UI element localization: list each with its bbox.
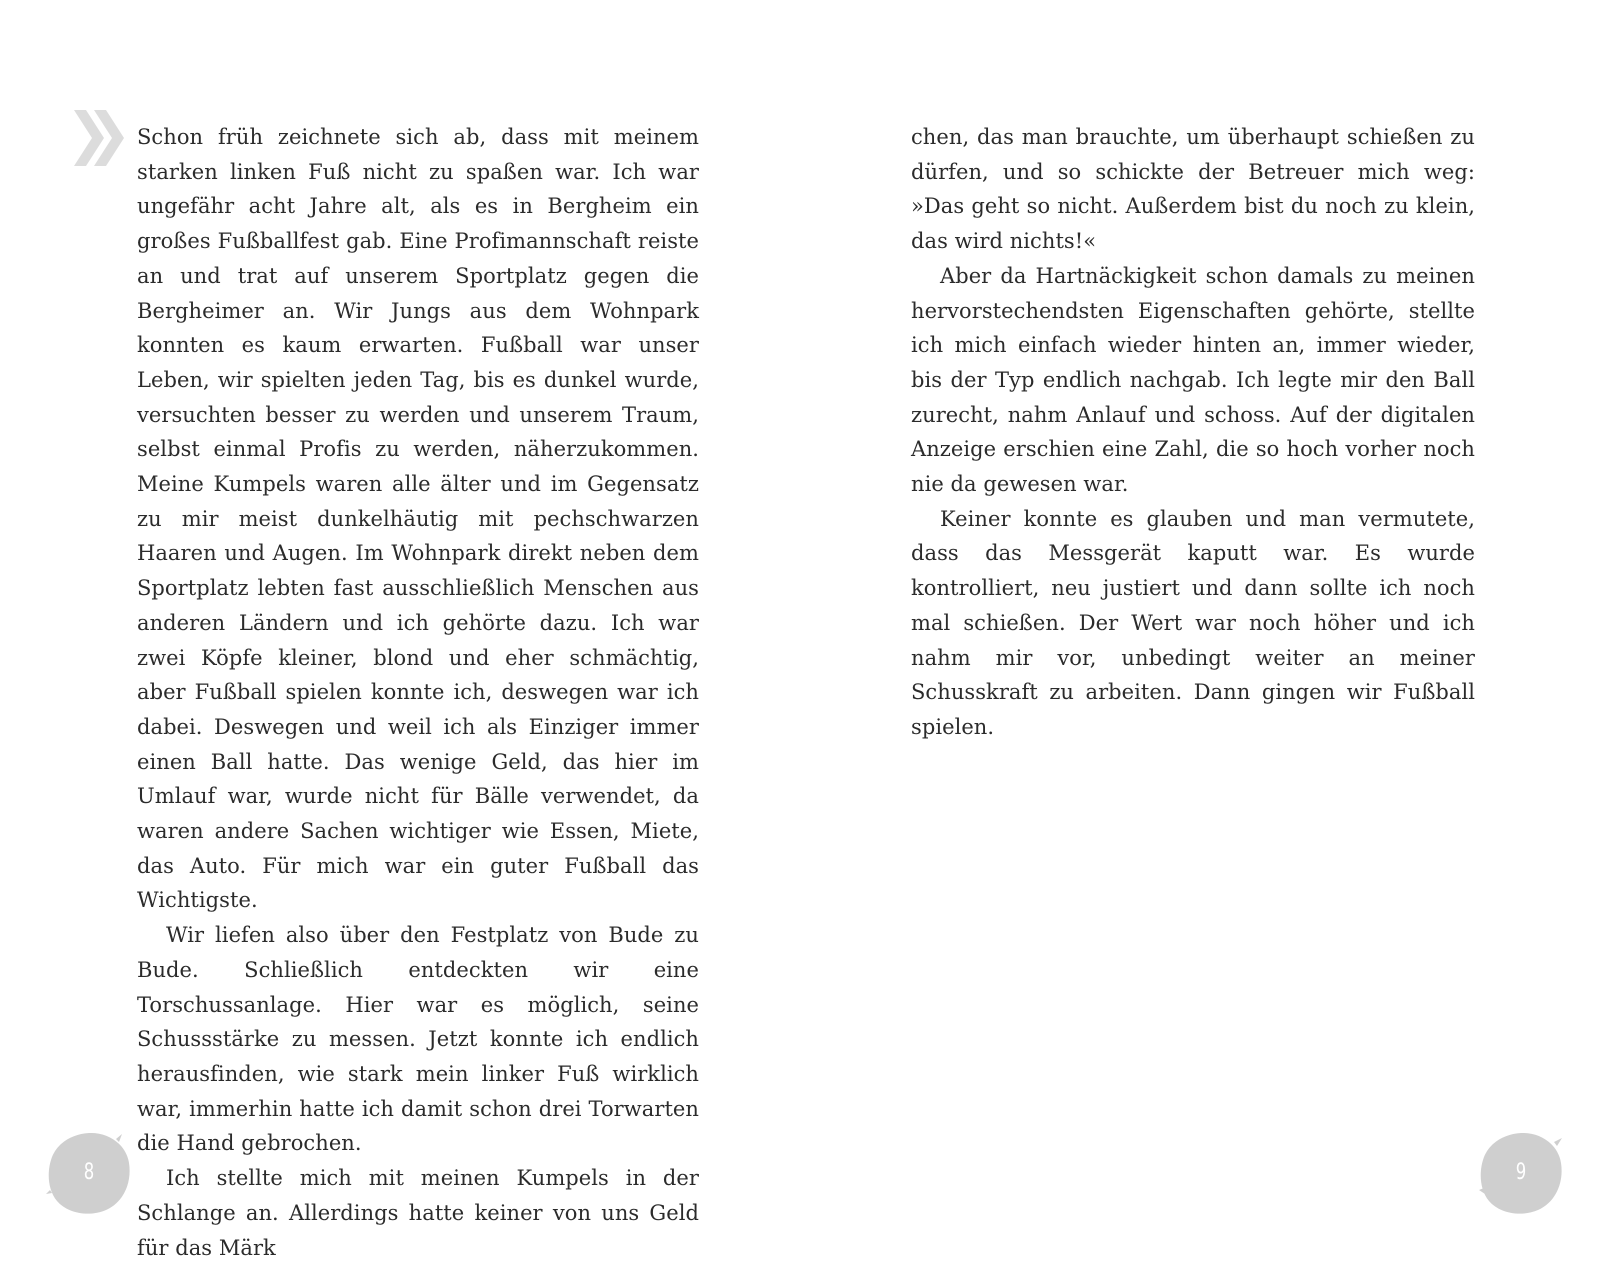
double-chevron-right-icon [74, 110, 126, 166]
paragraph: chen, das man brauchte, um überhaupt schießen zu dürfen, und so schickte der Betreuer mich weg: »Das geht so nicht. Außerdem bist du noch zu klein, das wird nichts!« [911, 125, 1475, 254]
left-page-text [137, 120, 699, 1265]
paragraph: Keiner konnte es glauben und man vermutete, dass das Messgerät kaputt war. Es wurde kontrolliert, neu justiert und dann sollte ich noch mal schießen. Der Wert war noch höher und ich nahm mir vor, unbedingt weiter an meiner Schusskraft zu arbeiten. Dann gingen wir Fußball spielen. [911, 506, 1475, 739]
paragraph: Aber da Hartnäckigkeit schon damals zu meinen hervorstechendsten Eigenschaften gehörte, stellte ich mich einfach wieder hinten an, immer wieder, bis der Typ endlich nachgab. Ich legte mir den Ball zurecht, nahm Anlauf und schoss. Auf der digitalen Anzeige erschien eine Zahl, die so hoch vorher noch nie da gewesen war. [911, 263, 1475, 497]
page-number-badge [1478, 1130, 1564, 1216]
page-number: 8 [83, 1160, 95, 1185]
paragraph: Schon früh zeichnete sich ab, dass mit meinem starken linken Fuß nicht zu spaßen war. Ich war ungefähr acht Jahre alt, als es in Bergheim ein großes Fußballfest gab. Eine Profimannschaft reiste an und trat auf unserem Sportplatz gegen die Bergheimer an. Wir Jungs aus dem Wohnpark konnten es kaum erwarten. Fußball war unser Leben, wir spielten jeden Tag, bis es dunkel wurde, versuchten besser zu werden und unserem Traum, selbst einmal Profis zu werden, näherzukommen. Meine Kumpels waren alle älter und im Gegensatz zu mir meist dunkelhäutig mit pechschwarzen Haaren und Augen. Im Wohnpark direkt neben dem Sportplatz lebten fast ausschließlich Menschen aus anderen Ländern und ich gehörte dazu. Ich war zwei Köpfe kleiner, blond und eher schmächtig, aber Fußball spielen konnte ich, deswegen war ich dabei. Deswegen und weil ich als Einziger immer einen Ball hatte. Das wenige Geld, das hier im Umlauf war, wurde nicht für Bälle verwendet, da waren andere Sachen wichtiger wie Essen, Miete, das Auto. Für mich war ein guter Fußball das Wichtigste. [137, 125, 699, 913]
right-page [800, 0, 1600, 1274]
page-number: 9 [1515, 1160, 1527, 1185]
right-page-text [911, 120, 1475, 745]
paragraph: Wir liefen also über den Festplatz von Bude zu Bude. Schließlich entdeckten wir eine Torschussanlage. Hier war es möglich, seine Schussstärke zu messen. Jetzt konnte ich endlich herausfinden, wie stark mein linker Fuß wirklich war, immerhin hatte ich damit schon drei Torwarten die Hand gebrochen. [137, 923, 699, 1156]
paragraph: Ich stellte mich mit meinen Kumpels in der Schlange an. Allerdings hatte keiner von uns Geld für das Märk [137, 1166, 699, 1260]
page-number-badge [46, 1130, 132, 1216]
